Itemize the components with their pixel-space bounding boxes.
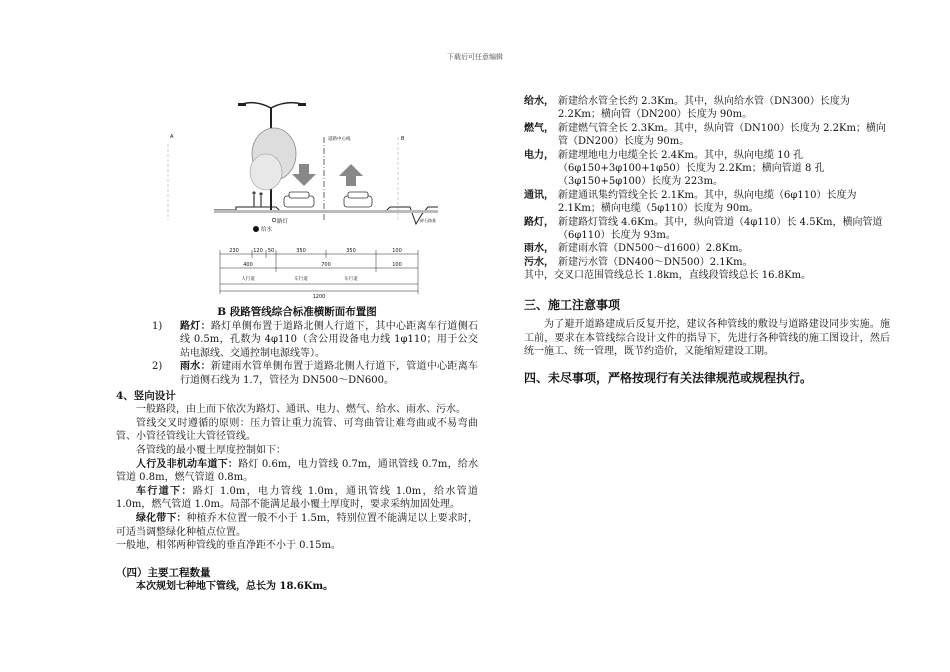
section-remaining-heading: 四、未尽事项，严格按现行有关法律规范或规程执行。 — [524, 371, 813, 386]
lane-sidewalk: 人行道 — [241, 277, 255, 282]
dim-400: 400 — [243, 262, 253, 268]
dim-100b: 100 — [392, 262, 402, 268]
item-text: 新建燃气管全长 2.3Km。其中，纵向管（DN100）长度为 2.2Km；横向管（DN200）长度为 90m。 — [558, 122, 886, 148]
paragraph-text: 路灯 1.0m，电力管线 1.0m，通讯管线 1.0m，给水管道 1.0m，燃气管道 1.0m。局部不能满足最小覆土厚度时，要求采纳加固处理。 — [116, 485, 479, 511]
centerline-label: 道路中心线 — [328, 137, 351, 142]
header-note: 下载后可任意编辑 — [447, 53, 503, 61]
figure-caption: B 段路管线综合标准横断面布置图 — [217, 306, 377, 318]
item-street-light — [116, 320, 478, 361]
item-number: 2) — [152, 361, 163, 373]
svg-text:A: A — [170, 134, 174, 140]
item-label: 雨水， — [524, 243, 554, 255]
dim-350b: 350 — [346, 248, 356, 254]
paragraph-label: 车行道下： — [136, 485, 193, 497]
item-text: 新建埋地电力电缆全长 2.4Km。其中，纵向电缆 10 孔（6φ150+3φ100+1φ50）长度为 2.2Km；横向管道 8 孔（3φ150+5φ100）长度为 223m。 — [558, 149, 825, 188]
paragraph-sidewalk — [116, 458, 478, 485]
item-label: 给水， — [524, 96, 554, 107]
item-text: 新建通讯集约管线全长 2.1Km。其中，纵向电缆（6φ110）长度为 2.1Km；横向电缆（5φ110）长度为 90m。 — [558, 189, 857, 215]
item-gas — [524, 122, 890, 149]
item-water-supply — [524, 95, 890, 122]
lane-road-1: 车行道 — [294, 277, 308, 282]
section-construction-text: 为了避开道路建成后反复开挖，建议各种管线的敷设与道路建设同步实施。施工前，要求在本管线综合设计文件的指导下，先进行各种管线的施工图设计，然后统一施工、统一管理，既节约造价，又能缩短建设工期。 — [524, 319, 890, 357]
paragraph-roadway — [116, 485, 478, 512]
item-label: 污水， — [524, 256, 554, 268]
dim-700: 700 — [321, 262, 331, 268]
dim-120: 120 — [253, 248, 263, 254]
item-rainwater — [524, 242, 890, 255]
section-quantities-text: 本次规划七种地下管线，总长为 18.6Km。 — [136, 581, 334, 593]
dim-350a: 350 — [296, 248, 306, 254]
paragraph-text: 路灯 0.6m，电力管线 0.7m，通讯管线 0.7m，给水管道 0.8m，燃气管道 0.8m。 — [116, 458, 479, 484]
section-construction-heading: 三、施工注意事项 — [524, 297, 621, 312]
cross-section-diagram — [116, 92, 478, 304]
paragraph-label: 人行及非机动车道下： — [136, 458, 239, 470]
legend-light: 路灯 — [277, 219, 289, 225]
item-number: 1) — [152, 320, 163, 332]
dim-230: 230 — [229, 248, 239, 254]
item-text: 路灯单侧布置于道路北侧人行道下，其中心距离车行道侧石线 0.5m，孔数为 4φ110（含公用设备电力线 1φ110；用于公交站电源线、交通控制电源线等）。 — [180, 320, 479, 359]
paragraph-text: 种植乔木位置一般不小于 1.5m，特别位置不能满足以上要求时，可适当调整绿化种植点位置。 — [116, 512, 478, 538]
cross-section-drawing — [116, 92, 478, 304]
item-power — [524, 149, 890, 189]
item-title: 路灯： — [180, 320, 211, 332]
paragraph: 管线交叉时遵循的原则：压力管让重力流管、可弯曲管让难弯曲或不易弯曲管、小管径管线让大管径管线。 — [116, 417, 478, 443]
item-street-light — [524, 216, 890, 243]
item-text: 新建雨水管单侧布置于道路北侧人行道下，管道中心距离车行道侧石线为 1.7，管径为 DN500～DN600。 — [180, 361, 479, 386]
dim-100a: 100 — [392, 248, 402, 254]
lane-road-2: 车行道 — [344, 277, 358, 282]
legend-water: 给水 — [261, 227, 273, 233]
svg-text:碎石路基: 碎石路基 — [420, 218, 436, 223]
paragraph: 各管线的最小覆土厚度控制如下： — [136, 444, 286, 456]
paragraph: 一般路段，由上而下依次为路灯、通讯、电力、燃气、给水、雨水、污水。 — [136, 404, 466, 416]
item-label: 路灯， — [524, 216, 554, 228]
svg-text:B: B — [401, 136, 405, 142]
item-telecom — [524, 189, 890, 216]
item-label: 燃气， — [524, 122, 554, 134]
paragraph: 一般地，相邻两种管线的垂直净距不小于 0.15m。 — [116, 540, 341, 552]
paragraph-label: 绿化带下： — [136, 512, 187, 524]
dim-total: 1200 — [312, 294, 326, 300]
item-label: 电力， — [524, 149, 554, 161]
item-text: 新建污水管（DN400～DN500）2.1Km。 — [558, 256, 753, 268]
dim-50: 50 — [267, 248, 275, 254]
left-column — [116, 92, 478, 594]
section-quantities-heading: （四）主要工程数量 — [116, 566, 211, 579]
item-text: 新建路灯管线 4.6Km。其中，纵向管道（4φ110）长 4.5Km，横向管道（6φ110）长度为 93m。 — [558, 216, 883, 242]
item-rainwater — [116, 360, 478, 387]
right-column — [524, 95, 890, 386]
item-text: 新建给水管全长约 2.3Km。其中，纵向给水管（DN300）长度为 2.2Km；横向管（DN200）长度为 90m。 — [558, 96, 850, 121]
item-sewage — [524, 256, 890, 269]
item-title: 雨水： — [180, 361, 211, 373]
item-text: 新建雨水管（DN500～d1600）2.8Km。 — [558, 243, 749, 255]
summary-text: 其中，交叉口范围管线总长 1.8km，直线段管线总长 16.8Km。 — [524, 270, 812, 282]
paragraph-greenbelt — [116, 512, 478, 539]
item-label: 通讯， — [524, 189, 554, 201]
section-vertical-heading: 4、竖向设计 — [116, 389, 176, 402]
